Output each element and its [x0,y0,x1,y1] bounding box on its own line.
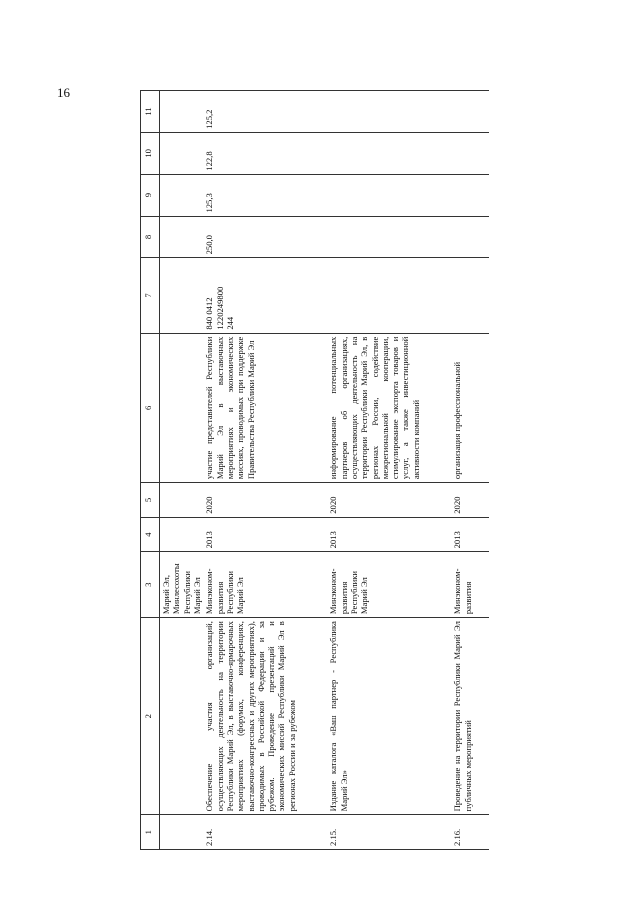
expected-result: информирование потенциальных партнеров об организациях, осуществляющих деятельность на территории Республики Марий Эл, в регионах России, содействие межрегиональной кооперации, стимулирование экспорта товаров и услуг, а также инвестиционной активности компаний [327,333,451,482]
value-col-10 [451,132,489,174]
executor: Минэконом- развития Республики Марий Эл [327,552,451,618]
budget-code [451,258,489,333]
activities-table [140,90,489,850]
activity-name: Обеспечение участия организаций, осуществляющих деятельность на территории Республики Марий Эл, в выставочно-ярмарочных мероприятиях (форумах, конференциях, выставочно-конгрессных и других мероприятиях), проводимых в Российской Федерации и за рубежом. Проведение презентаций и экономических миссий Республики Марий Эл в регионах России и за рубежом [203,618,327,815]
value-col-8 [451,216,489,258]
value-col-8 [327,216,451,258]
table-row [203,91,327,850]
budget-code: 840 0412 1220249800 244 [203,258,327,333]
row-number: 2.16. [451,815,489,850]
col-header-10: 10 [141,132,160,174]
rotated-table-container [140,90,590,850]
col-header-8: 8 [141,216,160,258]
value-col-11 [327,91,451,133]
executor: Минэконом- развития Республики Марий Эл [203,552,327,618]
value-col-9 [451,174,489,216]
executor-carryover: Марий Эл, Минлесохоты Республики Марий Эл [160,552,204,618]
page-number: 16 [57,85,70,100]
value-col-9: 125,3 [203,174,327,216]
col-header-5: 5 [141,483,160,518]
value-col-9 [327,174,451,216]
end-year: 2020 [327,483,451,518]
start-year: 2013 [203,517,327,552]
row-number: 2.15. [327,815,451,850]
row-number: 2.14. [203,815,327,850]
col-header-4: 4 [141,517,160,552]
value-col-10 [327,132,451,174]
value-col-11: 125,2 [203,91,327,133]
activity-name: Издание каталога «Ваш партнер - Республика Марий Эл» [327,618,451,815]
executor: Минэконом- развития [451,552,489,618]
table-row-carryover [160,91,204,850]
value-col-8: 250,0 [203,216,327,258]
end-year: 2020 [451,483,489,518]
expected-result: организация профессиональной [451,333,489,482]
table-row [451,91,489,850]
col-header-6: 6 [141,333,160,482]
column-number-header [141,91,160,850]
table-row [327,91,451,850]
activity-name: Проведение на территории Республики Марий Эл публичных мероприятий [451,618,489,815]
col-header-9: 9 [141,174,160,216]
col-header-1: 1 [141,815,160,850]
col-header-11: 11 [141,91,160,133]
start-year: 2013 [327,517,451,552]
value-col-10: 122,8 [203,132,327,174]
end-year: 2020 [203,483,327,518]
col-header-7: 7 [141,258,160,333]
value-col-11 [451,91,489,133]
expected-result: участие представителей Республики Марий Эл в выставочных мероприятиях и экономических миссиях, проводимых при поддержке Правительства Республики Марий Эл [203,333,327,482]
col-header-2: 2 [141,618,160,815]
budget-code [327,258,451,333]
start-year: 2013 [451,517,489,552]
col-header-3: 3 [141,552,160,618]
